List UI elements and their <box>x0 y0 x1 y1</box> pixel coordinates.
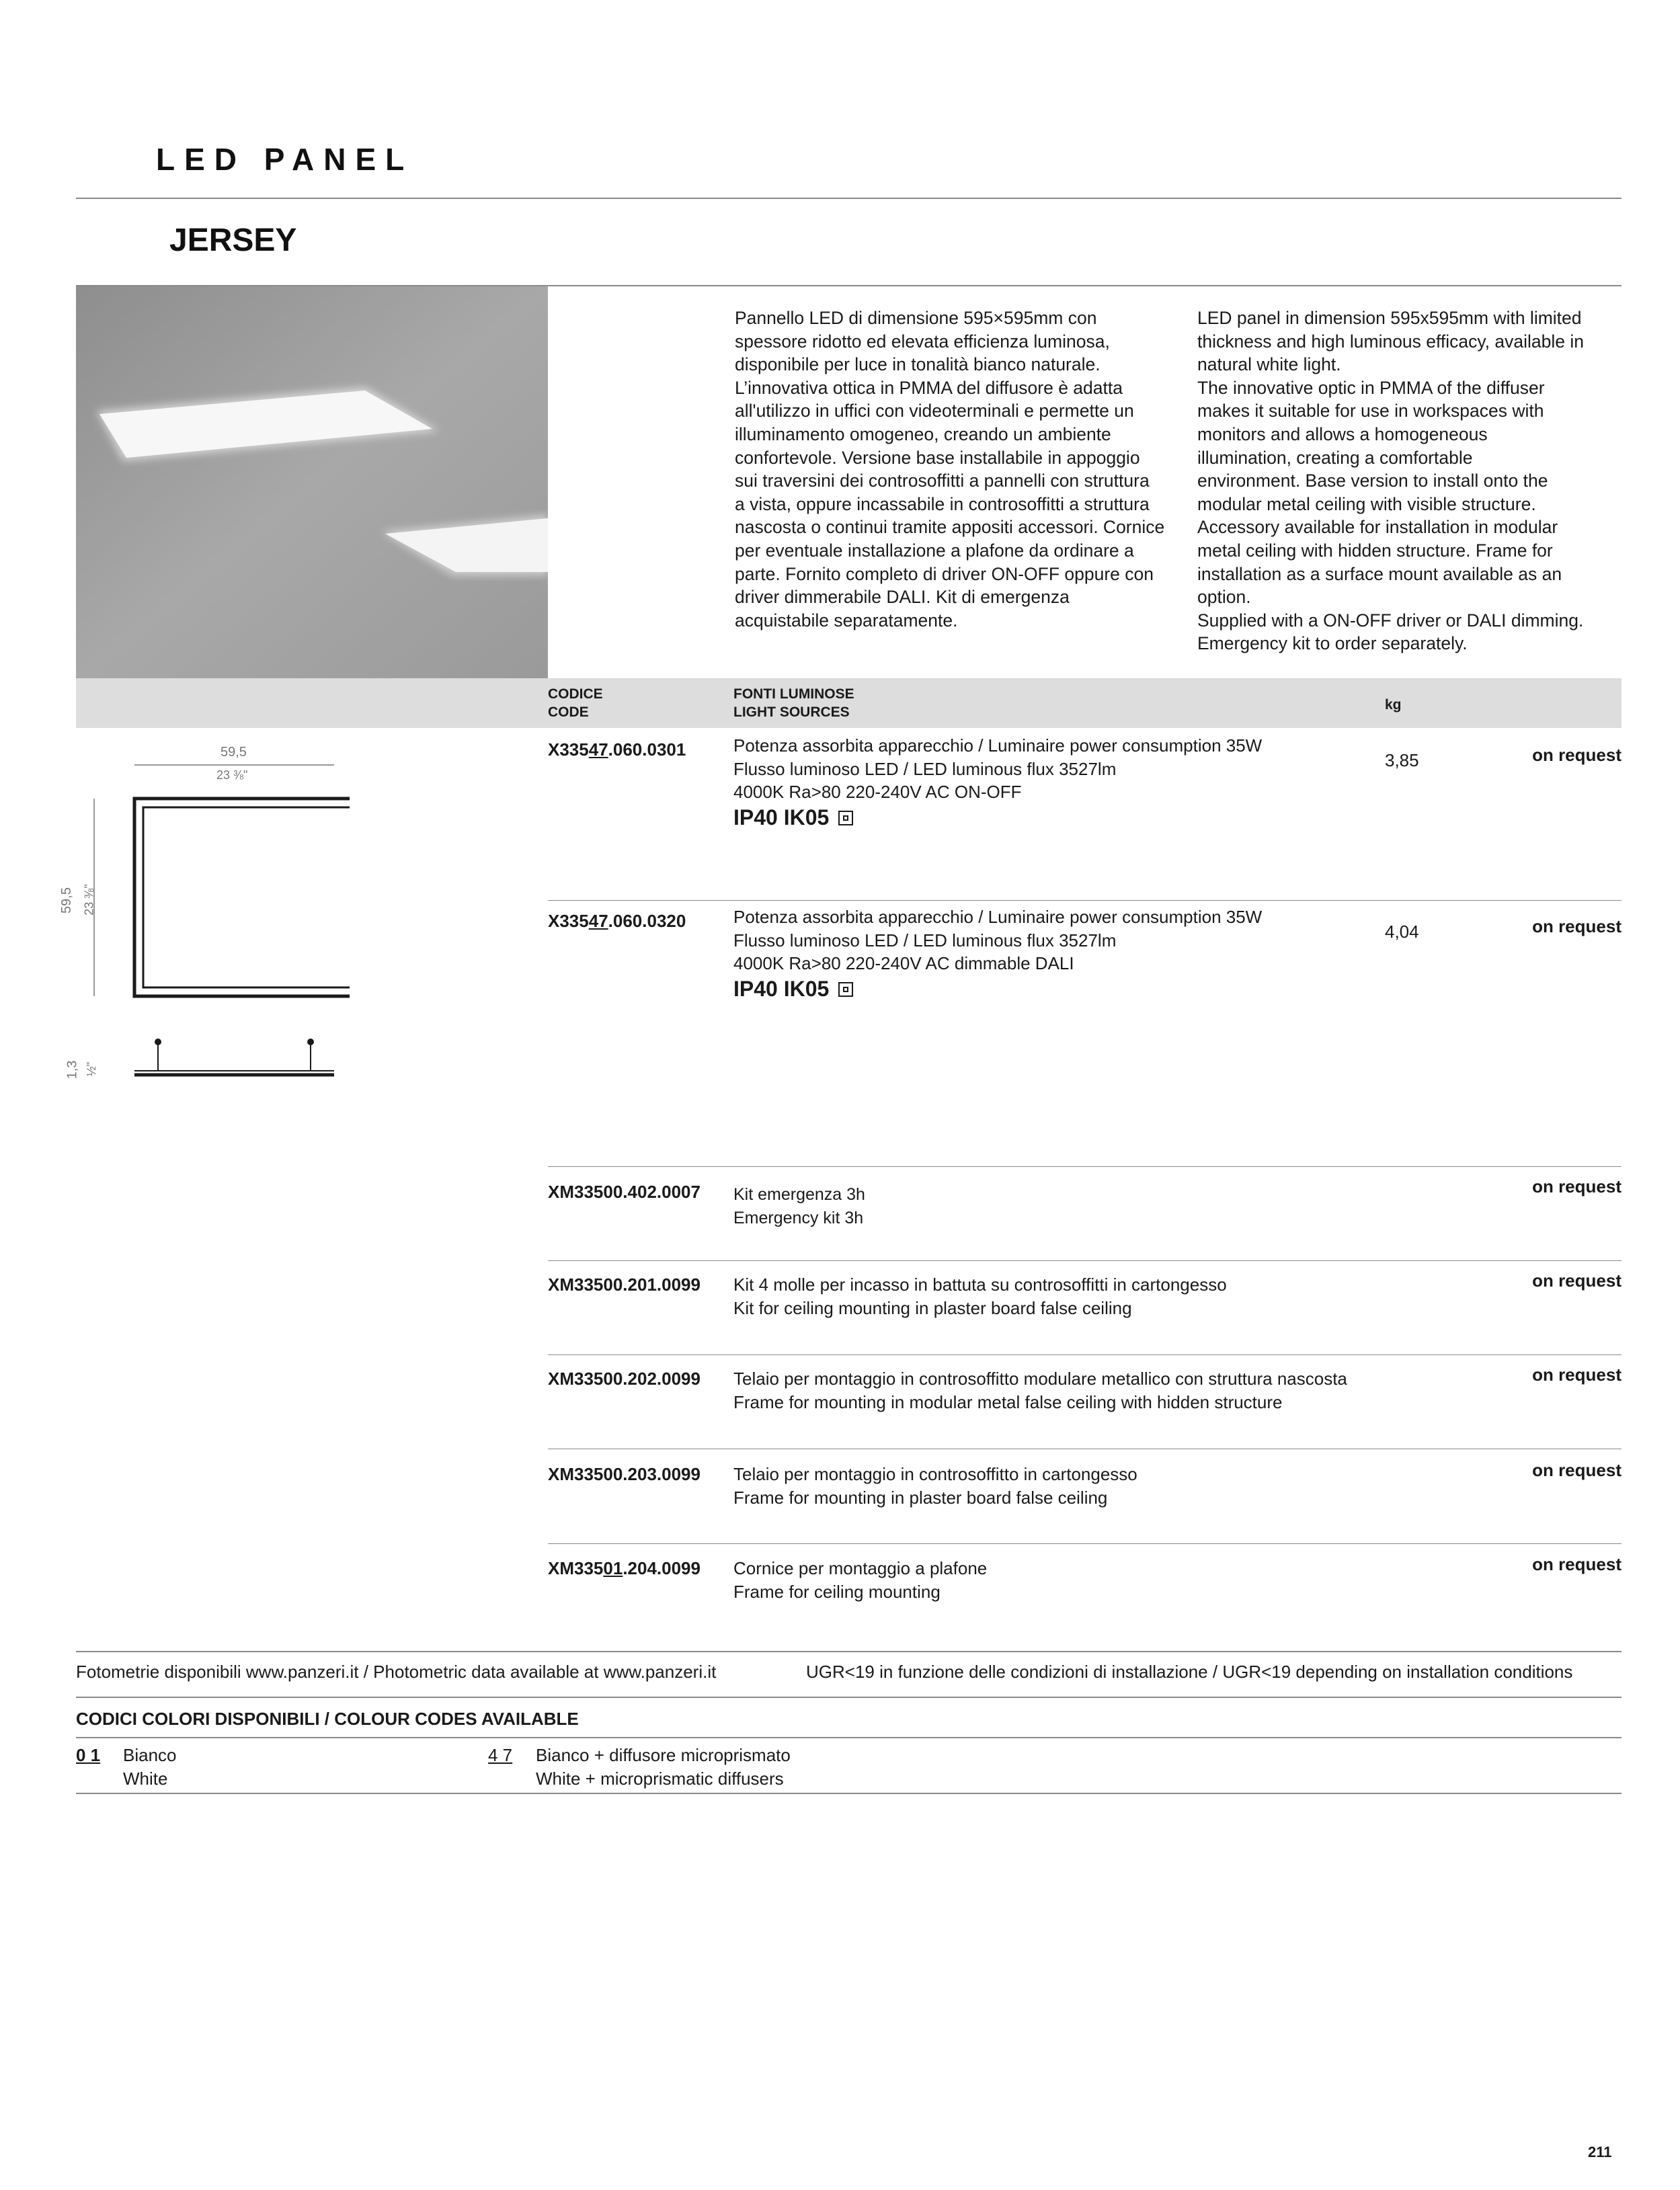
accessory-code: XM33500.203.0099 <box>548 1464 701 1484</box>
accessory-desc: Cornice per montaggio a plafone Frame for ceiling mounting <box>733 1558 988 1602</box>
product-row <box>548 735 1622 874</box>
accessory-row <box>548 1270 1622 1342</box>
thickness-in: ½" <box>85 1061 99 1077</box>
accessory-row <box>548 1460 1622 1531</box>
accessory-row <box>548 1365 1622 1436</box>
availability: on request <box>1532 1176 1622 1197</box>
colour-code-white: 0 1 <box>76 1745 101 1765</box>
class-ii-icon <box>838 982 853 997</box>
accessory-desc: Kit 4 molle per incasso in battuta su controsoffitti in cartongesso Kit for ceiling mounting in plaster board false ceiling <box>733 1274 1227 1318</box>
availability: on request <box>1532 1554 1622 1574</box>
photometric-note: Fotometrie disponibili www.panzeri.it / Photometric data available at www.panzeri.it <box>76 1662 717 1682</box>
row-divider <box>548 1354 1622 1355</box>
accessory-desc: Kit emergenza 3h Emergency kit 3h <box>733 1185 865 1227</box>
row-divider <box>548 1166 1622 1167</box>
availability: on request <box>1532 1460 1622 1480</box>
row-divider <box>548 1260 1622 1261</box>
availability: on request <box>1532 1270 1622 1291</box>
height-in: 23 ⅜" <box>82 884 96 916</box>
header-light-sources: FONTI LUMINOSE LIGHT SOURCES <box>733 686 854 720</box>
availability: on request <box>1532 745 1622 765</box>
colour-label-white: Bianco White <box>123 1745 177 1789</box>
height-cm: 59,5 <box>58 887 74 914</box>
accessory-code: XM33500.402.0007 <box>548 1182 701 1202</box>
class-ii-icon <box>838 811 853 825</box>
footer-rule <box>76 1793 1622 1794</box>
accessory-desc: Telaio per montaggio in controsoffitto in cartongesso Frame for mounting in plaster board false ceiling <box>733 1464 1137 1508</box>
page-number: 211 <box>1588 2144 1612 2160</box>
product-weight: 4,04 <box>1385 922 1419 942</box>
accessory-code: XM33500.201.0099 <box>548 1274 701 1295</box>
accessory-code: XM33500.202.0099 <box>548 1369 701 1389</box>
footer-rule <box>76 1651 1622 1652</box>
header-code: CODICE CODE <box>548 686 603 720</box>
footer-rule <box>76 1737 1622 1738</box>
header-kg: kg <box>1385 697 1402 713</box>
protection-rating: IP40 IK05 <box>733 977 853 1002</box>
colour-codes-title: CODICI COLORI DISPONIBILI / COLOUR CODES AVAILABLE <box>76 1709 579 1729</box>
dimension-drawing <box>58 739 350 1089</box>
product-spec: Potenza assorbita apparecchio / Luminaire power consumption 35W Flusso luminoso LED / LED luminous flux 3527lm 4000K Ra>80 220-240V AC ON-OFF <box>733 735 1263 802</box>
protection-rating: IP40 IK05 <box>733 805 853 830</box>
row-divider <box>548 1543 1622 1544</box>
accessory-row <box>548 1554 1622 1625</box>
availability: on request <box>1532 916 1622 936</box>
colour-code-microprismatic: 4 7 <box>488 1745 513 1765</box>
colour-label-microprismatic: Bianco + diffusore microprismato White + microprismatic diffusers <box>536 1745 791 1789</box>
accessory-desc: Telaio per montaggio in controsoffitto modulare metallico con struttura nascosta Frame for mounting in modular metal false ceiling with hidden structure <box>733 1369 1347 1412</box>
description-english: LED panel in dimension 595x595mm with limited thickness and high luminous efficacy, available in natural white light. The innovative optic in PMMA of the diffuser makes it suitable for use in workspaces with monitors and allows a homogeneous illumination, creating a comfortable environment. Base version to install onto the modular metal ceiling with visible structure. Accessory available for installation in modular metal ceiling with hidden structure. Frame for installation as a surface mount available as an option. Supplied with a ON-OFF driver or DALI dimming. Emergency kit to order separately. <box>1197 308 1584 654</box>
row-divider <box>548 900 1622 901</box>
product-spec: Potenza assorbita apparecchio / Luminaire power consumption 35W Flusso luminoso LED / LED luminous flux 3527lm 4000K Ra>80 220-240V AC dimmable DALI <box>733 907 1263 973</box>
product-code: X33547.060.0301 <box>548 739 686 760</box>
header-rule <box>76 198 1622 199</box>
product-title: JERSEY <box>169 222 297 258</box>
accessory-code: XM33501.204.0099 <box>548 1558 701 1578</box>
product-row <box>548 907 1622 1045</box>
product-weight: 3,85 <box>1385 750 1419 770</box>
thickness-cm: 1,3 <box>65 1060 80 1080</box>
availability: on request <box>1532 1365 1622 1385</box>
width-cm: 59,5 <box>221 745 247 760</box>
width-in: 23 ⅜" <box>216 768 248 782</box>
description-italian: Pannello LED di dimensione 595×595mm con spessore ridotto ed elevata efficienza luminosa, disponibile per luce in tonalità bianco naturale. L’innovativa ottica in PMMA del diffusore è adatta all'utilizzo in uffici con videoterminali e permette un illuminamento omogeneo, creando un ambiente confortevole. Versione base installabile in appoggio sui traversini dei controsoffitti a pannelli con struttura a vista, oppure incassabile in controsoffitti a struttura nascosta o continui tramite appositi accessori. Cornice per eventuale installazione a plafone da ordinare a parte. Fornito completo di driver ON-OFF oppure con driver dimmerabile DALI. Kit di emergenza acquistabile separatamente. <box>735 308 1165 631</box>
ugr-note: UGR<19 in funzione delle condizioni di installazione / UGR<19 depending on installation conditions <box>806 1662 1573 1682</box>
product-code: X33547.060.0320 <box>548 911 686 931</box>
footer-rule <box>76 1697 1622 1698</box>
product-photo <box>76 286 548 678</box>
category-title: LED PANEL <box>156 142 414 177</box>
accessory-row <box>548 1176 1622 1249</box>
